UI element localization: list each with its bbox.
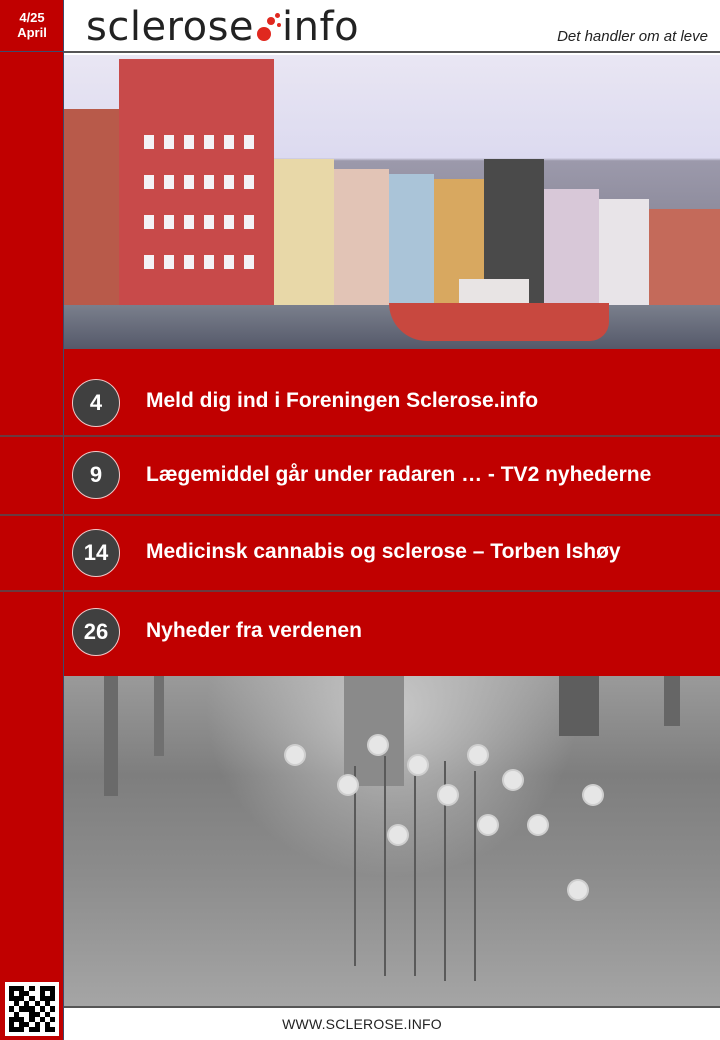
- website-link[interactable]: WWW.SCLEROSE.INFO: [282, 1016, 442, 1032]
- sidebar: [0, 0, 64, 1040]
- toc-item[interactable]: [64, 592, 720, 676]
- logo[interactable]: [86, 4, 359, 50]
- hero-image-nyhavn: [64, 55, 720, 349]
- toc-item[interactable]: [64, 349, 720, 437]
- toc-item-title: Meld dig ind i Foreningen Sclerose.info: [146, 389, 539, 412]
- toc-item[interactable]: [64, 516, 720, 592]
- issue-number: 4/25: [19, 10, 45, 25]
- qr-code-icon[interactable]: [5, 982, 59, 1036]
- page-number-badge: 26: [72, 608, 120, 656]
- toc-item-title: Medicinsk cannabis og sclerose – Torben Ishøy: [146, 540, 621, 563]
- logo-text-sclerose: sclerose: [86, 4, 255, 50]
- logo-dots-icon: [255, 7, 281, 47]
- sidebar-divider: [0, 435, 64, 437]
- masthead: [64, 0, 720, 53]
- sidebar-divider: [0, 590, 64, 592]
- toc-item-title: Lægemiddel går under radaren … - TV2 nyhederne: [146, 463, 652, 486]
- toc-item-title: Nyheder fra verdenen: [146, 619, 362, 642]
- logo-text-info: info: [282, 4, 360, 50]
- sidebar-divider: [0, 514, 64, 516]
- page-number-badge: 14: [72, 529, 120, 577]
- bottom-image-daffodils: [64, 676, 720, 1006]
- footer-divider: [64, 1006, 720, 1008]
- page-number-badge: 9: [72, 451, 120, 499]
- issue-month: April: [17, 25, 47, 40]
- tagline: Det handler om at leve: [557, 28, 708, 45]
- issue-badge: [0, 0, 64, 52]
- toc-item[interactable]: [64, 437, 720, 516]
- page-number-badge: 4: [72, 379, 120, 427]
